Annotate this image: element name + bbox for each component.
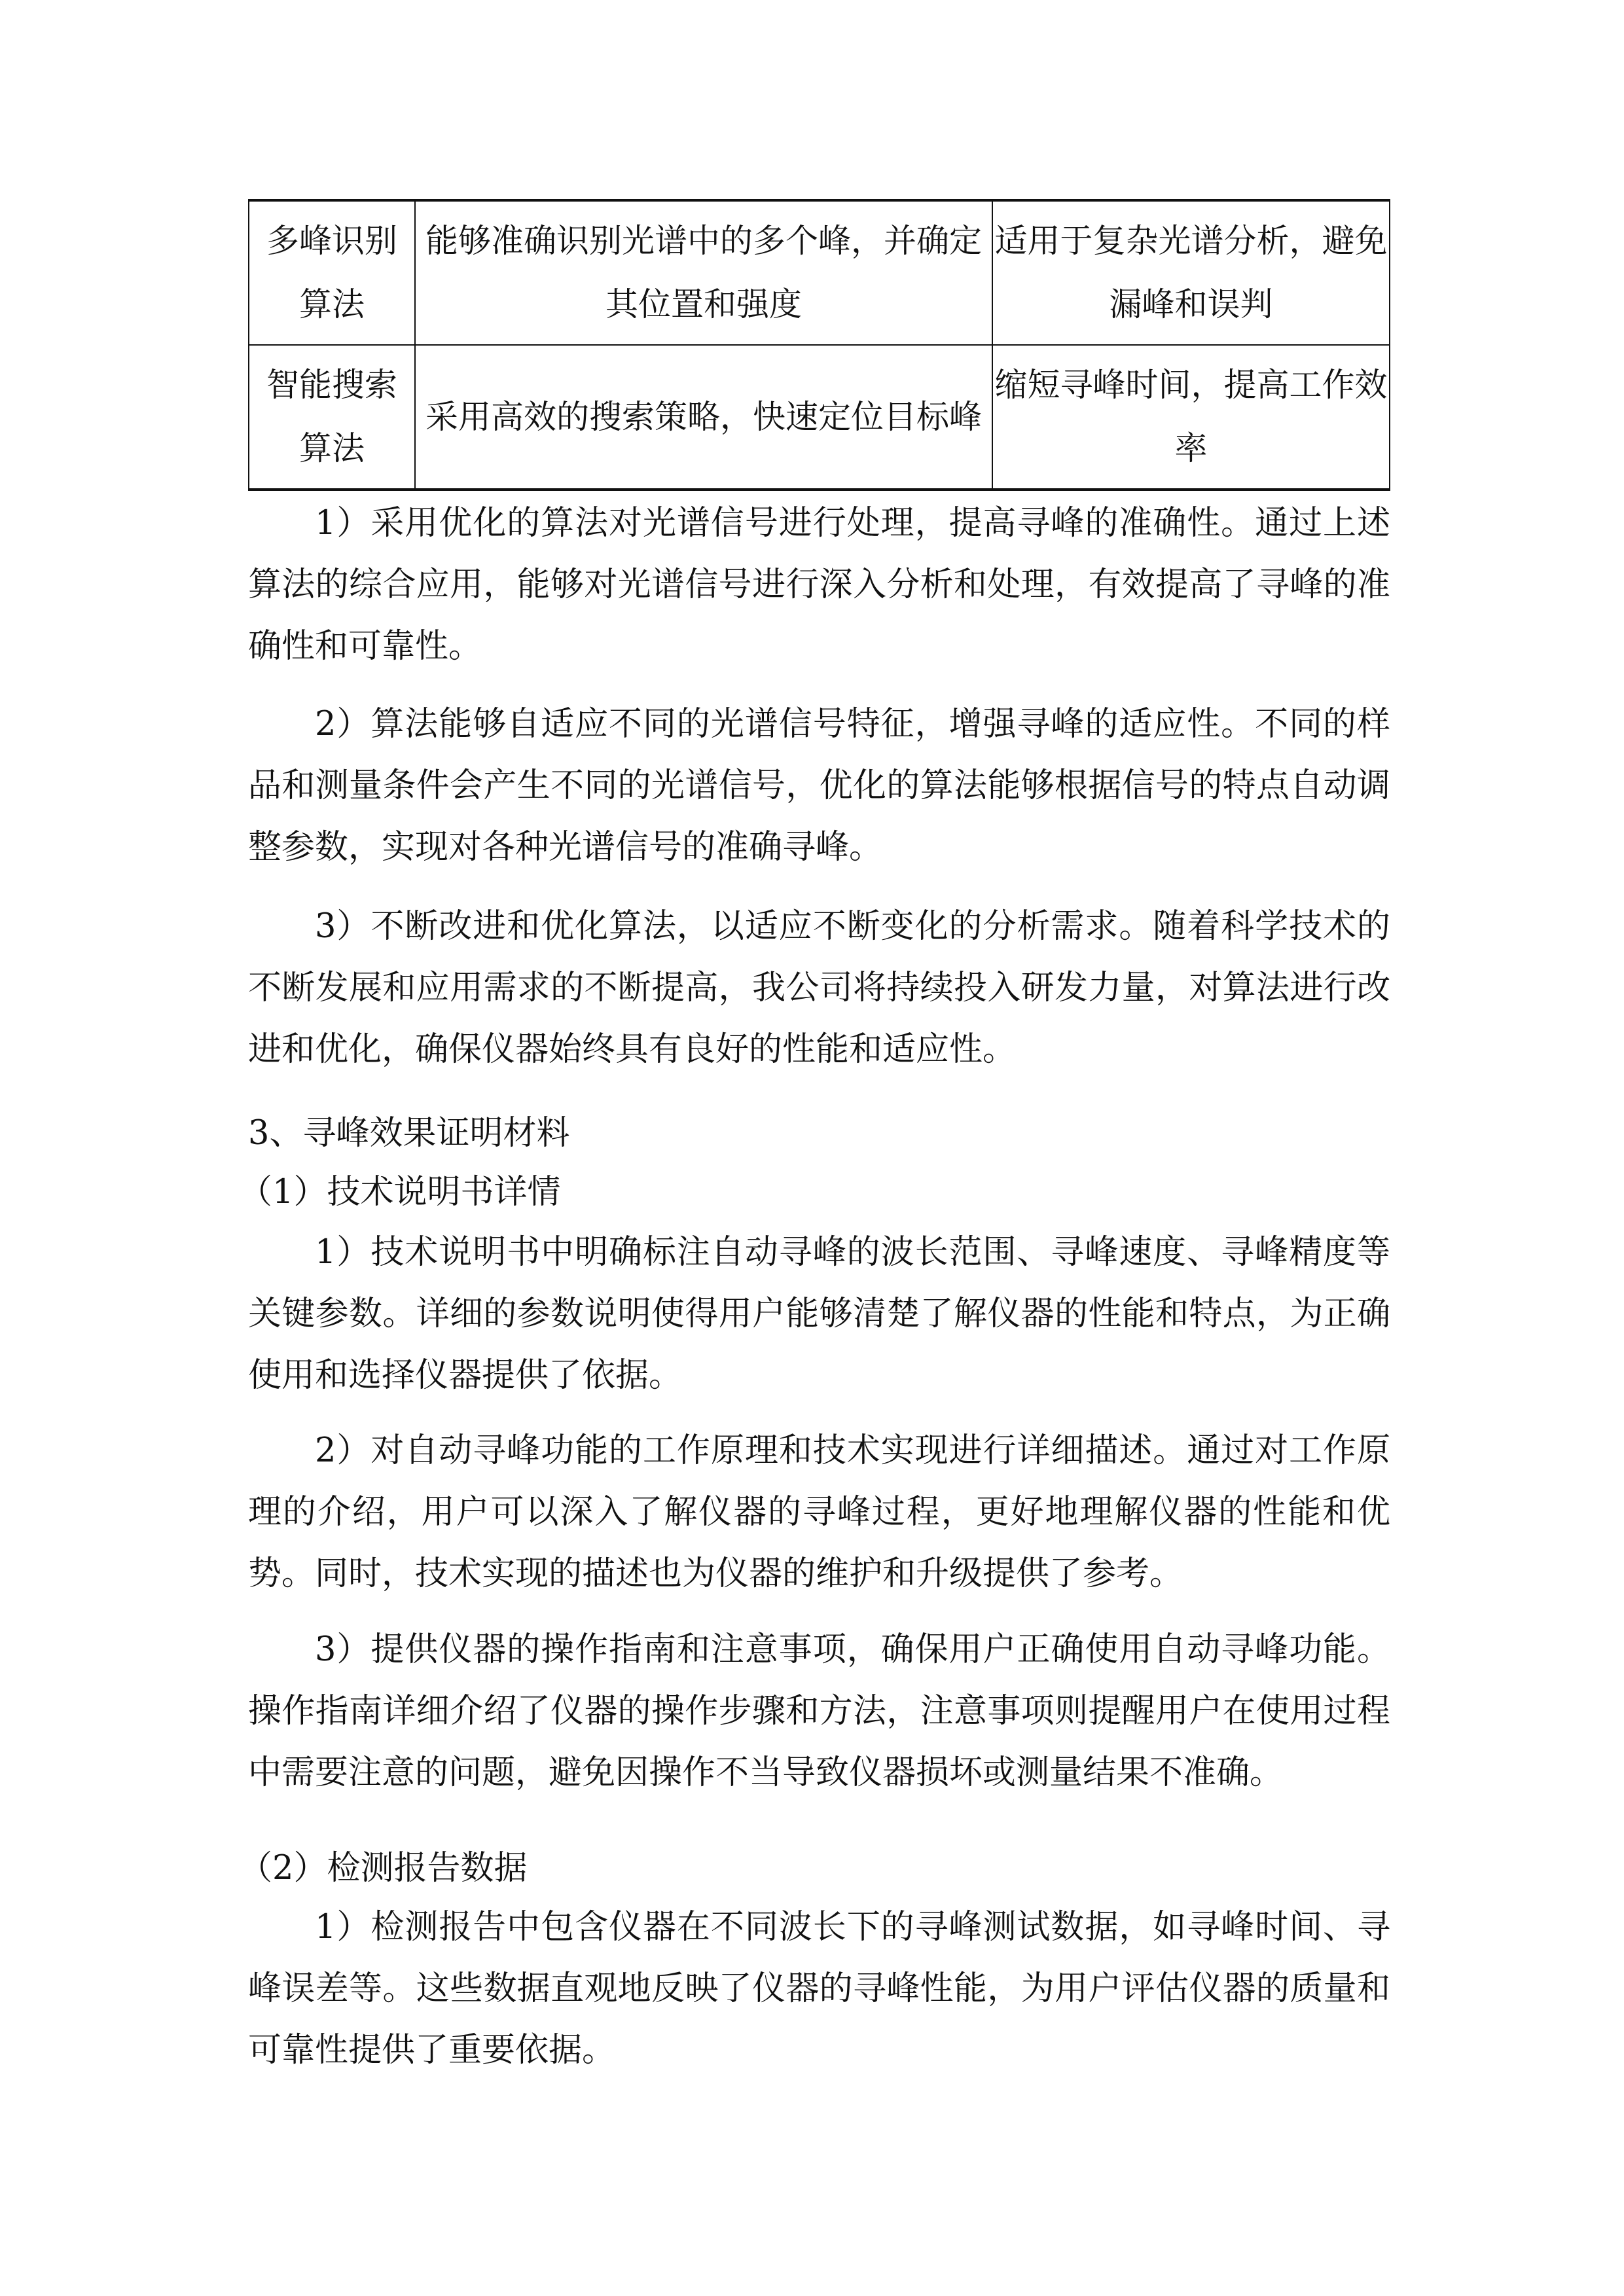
subsection-heading: （2）检测报告数据 [239,1849,528,1888]
table-cell: 多峰识别算法 [249,200,415,345]
subsection-heading: （1）技术说明书详情 [239,1173,561,1211]
table-cell: 适用于复杂光谱分析，避免漏峰和误判 [992,200,1390,345]
paragraph: 1）采用优化的算法对光谱信号进行处理，提高寻峰的准确性。通过上述算法的综合应用，能够对光谱信号进行深入分析和处理，有效提高了寻峰的准确性和可靠性。 [248,504,1390,666]
paragraph: 3）不断改进和优化算法，以适应不断变化的分析需求。随着科学技术的不断发展和应用需求的不断提高，我公司将持续投入研发力量，对算法进行改进和优化，确保仪器始终具有良好的性能和适应性。 [248,907,1390,1069]
table-cell: 智能搜索算法 [249,345,415,490]
table-cell: 能够准确识别光谱中的多个峰，并确定其位置和强度 [415,200,992,345]
paragraph: 2）对自动寻峰功能的工作原理和技术实现进行详细描述。通过对工作原理的介绍，用户可以深入了解仪器的寻峰过程，更好地理解仪器的性能和优势。同时，技术实现的描述也为仪器的维护和升级提供了参考。 [248,1431,1390,1593]
table-cell: 采用高效的搜索策略，快速定位目标峰 [415,345,992,490]
section-heading: 3、寻峰效果证明材料 [248,1114,570,1153]
table-row [249,200,1390,345]
paragraph: 1）检测报告中包含仪器在不同波长下的寻峰测试数据，如寻峰时间、寻峰误差等。这些数据直观地反映了仪器的寻峰性能，为用户评估仪器的质量和可靠性提供了重要依据。 [248,1908,1390,2070]
paragraph: 3）提供仪器的操作指南和注意事项，确保用户正确使用自动寻峰功能。操作指南详细介绍了仪器的操作步骤和方法，注意事项则提醒用户在使用过程中需要注意的问题，避免因操作不当导致仪器损坏或测量结果不准确。 [248,1630,1390,1792]
table-row [249,345,1390,490]
algorithm-table [248,199,1390,491]
paragraph: 2）算法能够自适应不同的光谱信号特征，增强寻峰的适应性。不同的样品和测量条件会产生不同的光谱信号，优化的算法能够根据信号的特点自动调整参数，实现对各种光谱信号的准确寻峰。 [248,705,1390,867]
table-cell: 缩短寻峰时间，提高工作效率 [992,345,1390,490]
paragraph: 1）技术说明书中明确标注自动寻峰的波长范围、寻峰速度、寻峰精度等关键参数。详细的参数说明使得用户能够清楚了解仪器的性能和特点，为正确使用和选择仪器提供了依据。 [248,1233,1390,1395]
